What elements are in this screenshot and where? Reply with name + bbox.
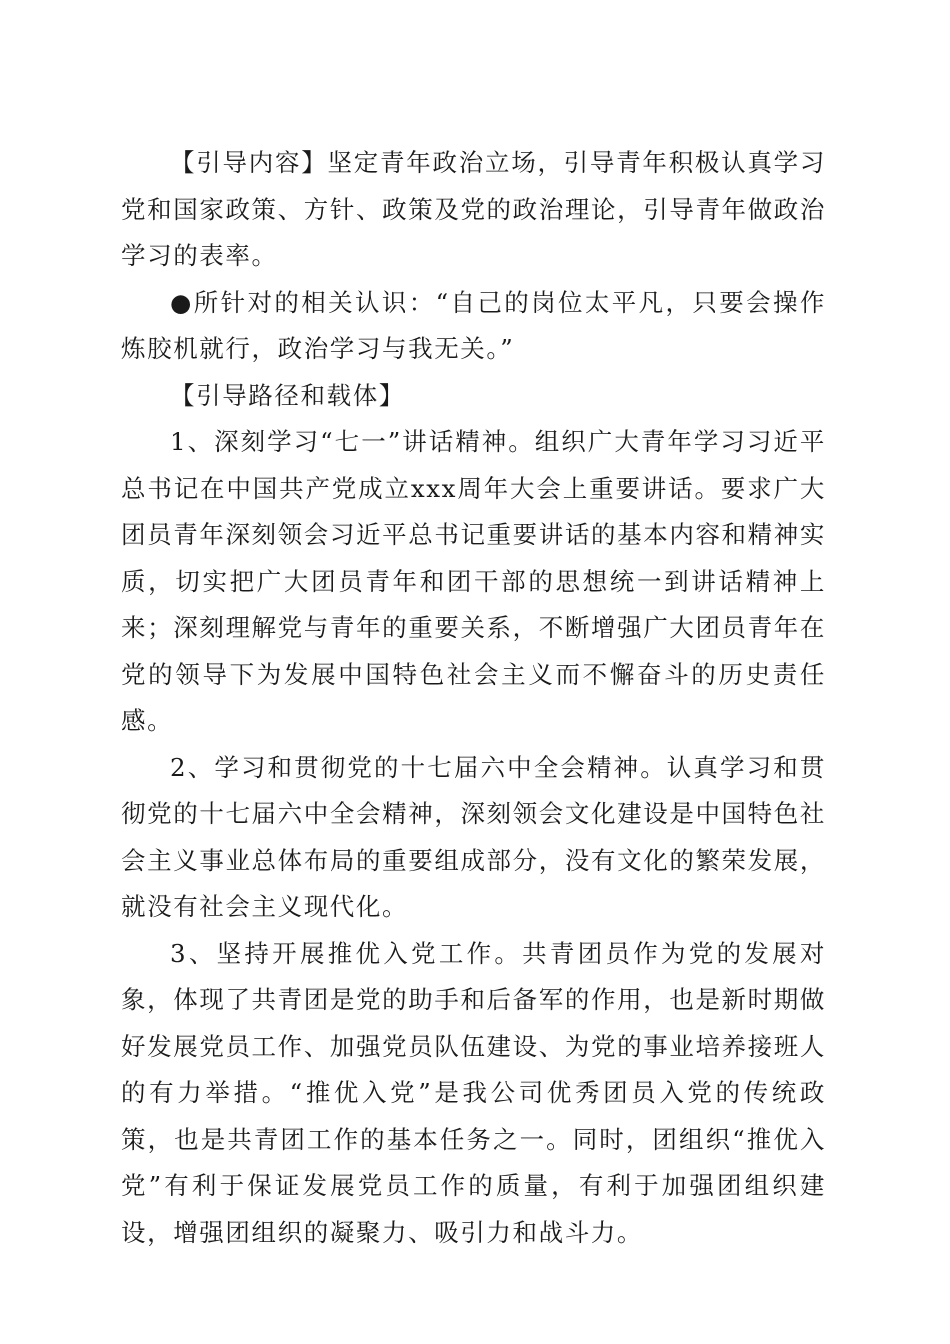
paragraph-guidance-content: 【引导内容】坚定青年政治立场，引导青年积极认真学习党和国家政策、方针、政策及党的政治理论，引导青年做政治学习的表率。 (121, 148, 826, 270)
paragraph-related-understanding: ●所针对的相关认识：“自己的岗位太平凡，只要会操作炼胶机就行，政治学习与我无关。” (121, 287, 826, 363)
paragraph-guidance-path-heading: 【引导路径和载体】 (170, 380, 405, 410)
document-body (121, 140, 826, 1256)
paragraph-item-2: 2、学习和贯彻党的十七届六中全会精神。认真学习和贯彻党的十七届六中全会精神，深刻领会文化建设是中国特色社会主义事业总体布局的重要组成部分，没有文化的繁荣发展，就没有社会主义现代化。 (121, 752, 826, 921)
paragraph-item-1: 1、深刻学习“七一”讲话精神。组织广大青年学习习近平总书记在中国共产党成立xxx周年大会上重要讲话。要求广大团员青年深刻领会习近平总书记重要讲话的基本内容和精神实质，切实把广大团员青年和团干部的思想统一到讲话精神上来；深刻理解党与青年的重要关系，不断增强广大团员青年在党的领导下为发展中国特色社会主义而不懈奋斗的历史责任感。 (121, 427, 826, 735)
paragraph-item-3: 3、坚持开展推优入党工作。共青团员作为党的发展对象，体现了共青团是党的助手和后备军的作用，也是新时期做好发展党员工作、加强党员队伍建设、为党的事业培养接班人的有力举措。“推优入党”是我公司优秀团员入党的传统政策，也是共青团工作的基本任务之一。同时，团组织“推优入党”有利于保证发展党员工作的质量，有利于加强团组织建设，增强团组织的凝聚力、吸引力和战斗力。 (121, 938, 826, 1247)
